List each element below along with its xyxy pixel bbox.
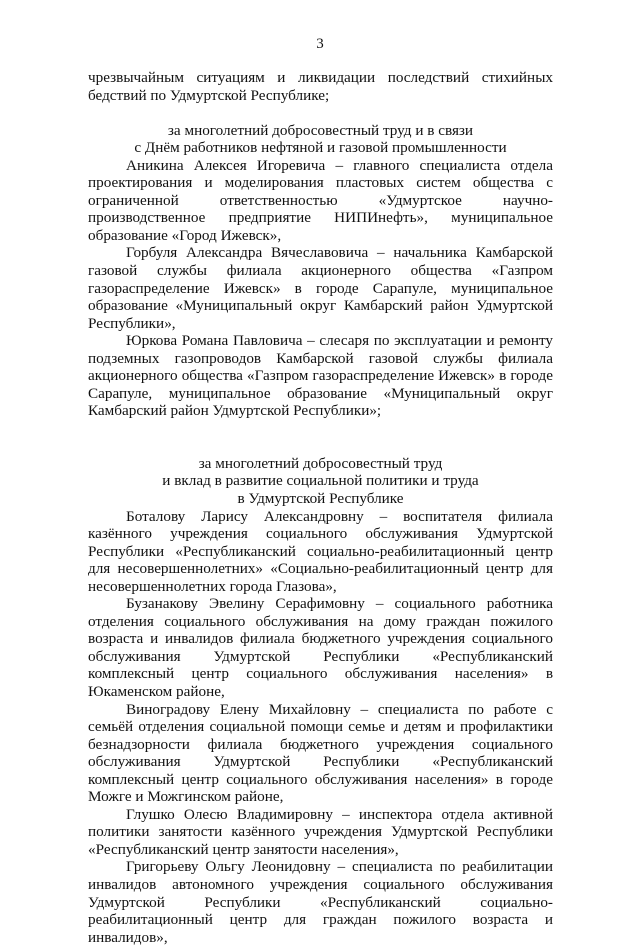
page-number: 3 [316, 36, 324, 52]
intro-paragraph: чрезвычайным ситуациям и ликвидации последствий стихийных бедствий по Удмуртской Республике; [88, 69, 553, 104]
award-entry: Глушко Олесю Владимировну – инспектора отдела активной политики занятости казённого учреждения Удмуртской Республики «Республиканский центр занятости населения», [88, 805, 553, 858]
spacer [88, 420, 553, 438]
award-entry: Бузанакову Эвелину Серафимовну – социального работника отделения социального обслуживания на дому граждан пожилого возраста и инвалидов филиала бюджетного учреждения социального обслуживания Удмуртской Республики «Республиканский комплексный центр социального обслуживания населения» в Юкаменском районе, [88, 595, 553, 700]
award-entry: Юркова Романа Павловича – слесаря по эксплуатации и ремонту подземных газопроводов Камбарской газовой службы филиала акционерного общества «Газпром газораспределение Ижевск» в городе Сарапуле, муниципальное образование «Муниципальный округ Камбарский район Удмуртской Республики»; [88, 332, 553, 420]
spacer [88, 437, 553, 455]
award-entry: Горбуля Александра Вячеславовича – начальника Камбарской газовой службы филиала акционерного общества «Газпром газораспределение Ижевск» в городе Сарапуле, муниципальное образование «Муниципальный округ Камбарский район Удмуртской Республики», [88, 244, 553, 332]
section-heading-line: в Удмуртской Республике [237, 489, 404, 507]
document-body [88, 69, 553, 946]
section-heading-line: и вклад в развитие социальной политики и труда [162, 472, 479, 490]
section-heading-line: за многолетний добросовестный труд [198, 454, 443, 472]
award-entry: Боталову Ларису Александровну – воспитателя филиала казённого учреждения социального обслуживания Удмуртской Республики «Республиканский социально-реабилитационный центр для несовершеннолетних» «Социально-реабилитационный центр для несовершеннолетних города Глазова», [88, 507, 553, 595]
spacer [88, 104, 553, 122]
award-entry: Григорьеву Ольгу Леонидовну – специалиста по реабилитации инвалидов автономного учреждения социального обслуживания Удмуртской Республики «Республиканский социально-реабилитационный центр для граждан пожилого возраста и инвалидов», [88, 858, 553, 946]
section-heading-line: за многолетний добросовестный труд и в связи [167, 121, 474, 139]
award-entry: Виноградову Елену Михайловну – специалиста по работе с семьёй отделения социальной помощи семье и детям и профилактики безнадзорности филиала бюджетного учреждения социального обслуживания Удмуртской Республики «Республиканский комплексный центр социального обслуживания населения» в городе Можге и Можгинском районе, [88, 700, 553, 806]
section-heading-line: с Днём работников нефтяной и газовой промышленности [134, 139, 507, 157]
section-oil-gas [88, 122, 553, 420]
section-social-policy [88, 455, 553, 946]
award-entry: Аникина Алексея Игоревича – главного специалиста отдела проектирования и моделирования пластовых систем общества с ограниченной ответственностью «Удмуртское научно-производственное предприятие НИПИнефть», муниципальное образование «Город Ижевск», [88, 156, 553, 244]
